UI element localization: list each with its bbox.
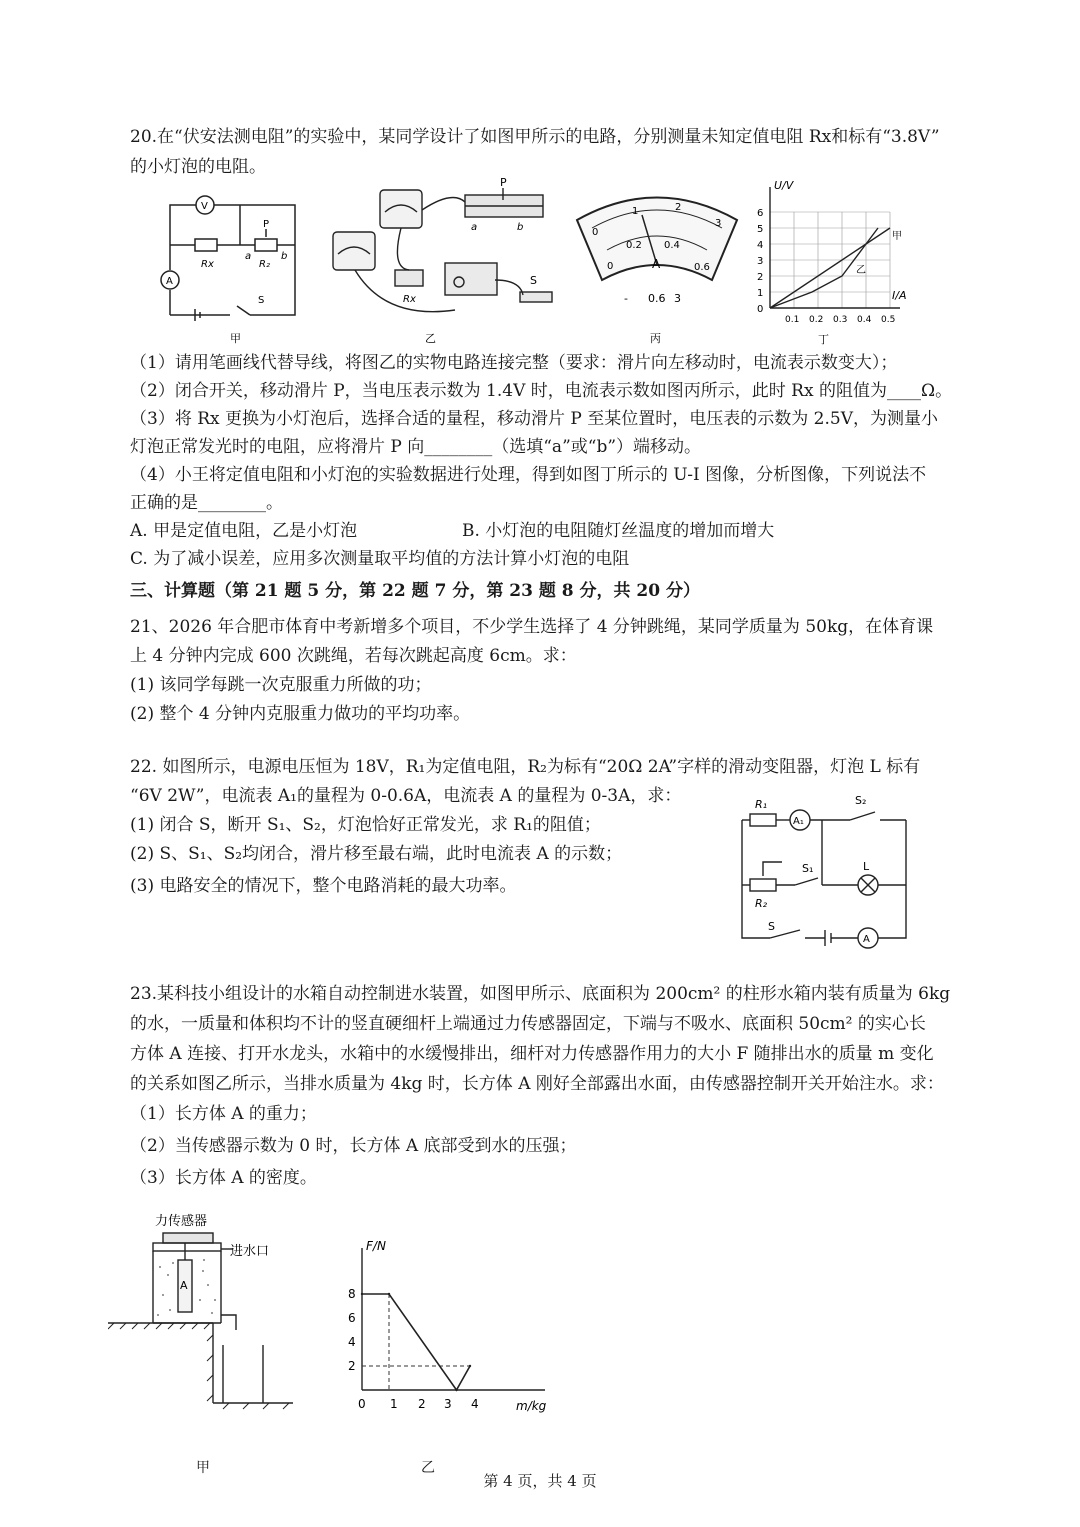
q22-part3: (3) 电路安全的情况下，整个电路消耗的最大功率。 — [130, 876, 517, 896]
bing-top-2: 2 — [675, 202, 682, 213]
jia-ammeter-label: A — [166, 276, 173, 287]
ding-ytick-5: 5 — [757, 224, 764, 235]
q22-part1: (1) 闭合 S，断开 S₁、S₂，灯泡恰好正常发光，求 R₁的阻值； — [130, 815, 601, 835]
bing-unit: A — [652, 257, 661, 271]
bing-terminal-neg: - — [624, 292, 628, 305]
section-3-heading: 三、计算题（第 21 题 5 分，第 22 题 7 分，第 23 题 8 分，共 20 分） — [130, 581, 700, 601]
yi-p-label: P — [500, 176, 507, 189]
bing-bot-0: 0 — [607, 261, 614, 272]
q23-part2: （2）当传感器示数为 0 时，长方体 A 底部受到水的压强； — [130, 1136, 577, 1156]
q22-line1: 22. 如图所示，电源电压恒为 18V，R₁为定值电阻，R₂为标有“20Ω 2A”字样的滑动变阻器，灯泡 L 标有 — [130, 757, 921, 777]
q21-part1: (1) 该同学每跳一次克服重力所做的功； — [130, 675, 432, 695]
bing-terminal-06: 0.6 — [648, 292, 666, 305]
ding-ytick-1: 1 — [757, 288, 764, 299]
q20-stem-line2: 的小灯泡的电阻。 — [130, 157, 266, 177]
q23-jia-caption: 甲 — [196, 1460, 210, 1476]
q23-line1: 23.某科技小组设计的水箱自动控制进水装置，如图甲所示、底面积为 200cm² 的柱形水箱内装有质量为 6kg — [130, 984, 951, 1004]
q23-part1: （1）长方体 A 的重力； — [130, 1104, 317, 1124]
q20-fig-yi-apparatus — [325, 170, 570, 348]
q20-part4-line1: （4）小王将定值电阻和小灯泡的实验数据进行处理，得到如图丁所示的 U-I 图像，分析图像，下列说法不 — [130, 465, 927, 485]
jia-voltmeter-label: V — [201, 201, 208, 212]
fm-point-1 — [388, 1293, 390, 1295]
q22-s-label: S — [768, 920, 775, 933]
q22-part2: (2) S、S₁、S₂均闭合，滑片移至最右端，此时电流表 A 的示数； — [130, 844, 623, 864]
q20-part2: （2）闭合开关，移动滑片 P，当电压表示数为 1.4V 时，电流表示数如图丙所示，此时 Rx 的阻值为____Ω。 — [130, 381, 953, 401]
ding-xtick-01: 0.1 — [785, 315, 800, 325]
bing-bot-06: 0.6 — [694, 262, 710, 273]
ding-ylabel: U/V — [774, 179, 794, 192]
yi-caption: 乙 — [425, 332, 436, 345]
jia-block-label: A — [180, 1279, 188, 1292]
ding-xtick-02: 0.2 — [809, 315, 824, 325]
fm-xtick-3: 3 — [444, 1397, 452, 1411]
bing-caption: 丙 — [650, 332, 661, 345]
jia-inlet-label: 进水口 — [230, 1244, 270, 1259]
yi-rx-label: Rx — [403, 294, 416, 305]
q23-part3: （3）长方体 A 的密度。 — [130, 1168, 317, 1188]
fm-point-0 — [361, 1293, 363, 1295]
bing-top-1: 1 — [632, 206, 639, 217]
ding-xtick-03: 0.3 — [833, 315, 848, 325]
yi-switch-label: S — [530, 274, 537, 287]
fm-xlabel: m/kg — [516, 1399, 547, 1413]
ding-ytick-3: 3 — [757, 256, 764, 267]
bing-terminal-3: 3 — [674, 292, 681, 305]
q21-line1: 21、2026 年合肥市体育中考新增多个项目，不少学生选择了 4 分钟跳绳，某同学质量为 50kg，在体育课 — [130, 617, 934, 637]
ding-ytick-2: 2 — [757, 272, 764, 283]
q20-option-b: B. 小灯泡的电阻随灯丝温度的增加而增大 — [462, 521, 775, 541]
q20-fig-jia-circuit — [155, 185, 315, 345]
q22-circuit-figure — [730, 790, 920, 950]
fm-xtick-1: 1 — [390, 1397, 398, 1411]
jia-b-end: b — [281, 251, 288, 262]
q20-part4-line2: 正确的是________。 — [130, 493, 283, 513]
q22-s1-label: S₁ — [802, 862, 814, 875]
yi-a-end: a — [471, 222, 478, 233]
q20-part1: （1）请用笔画线代替导线，将图乙的实物电路连接完整（要求：滑片向左移动时，电流表示数变大）； — [130, 353, 898, 373]
page-footer: 第 4 页，共 4 页 — [483, 1472, 597, 1490]
q20-part3-line2: 灯泡正常发光时的电阻，应将滑片 P 向________（选填“a”或“b”）端移动。 — [130, 437, 702, 457]
q22-l-label: L — [863, 860, 870, 873]
q21-part2: (2) 整个 4 分钟内克服重力做功的平均功率。 — [130, 704, 471, 724]
q22-line2: “6V 2W”，电流表 A₁的量程为 0-0.6A，电流表 A 的量程为 0-3A，求： — [130, 786, 682, 806]
fm-ytick-2: 2 — [348, 1359, 356, 1373]
fm-xtick-2: 2 — [418, 1397, 426, 1411]
q23-yi-caption: 乙 — [421, 1460, 435, 1476]
ding-caption: 丁 — [818, 333, 829, 346]
jia-p-label: P — [263, 219, 270, 230]
q22-s2-label: S₂ — [855, 794, 867, 807]
fm-ytick-6: 6 — [348, 1311, 356, 1325]
fm-xtick-0: 0 — [358, 1397, 366, 1411]
jia-rx-label: Rx — [201, 259, 214, 270]
jia-sensor-label: 力传感器 — [155, 1214, 208, 1229]
q20-stem-line1: 20.在“伏安法测电阻”的实验中，某同学设计了如图甲所示的电路，分别测量未知定值电阻 Rx和标有“3.8V” — [130, 127, 940, 147]
ding-xtick-05: 0.5 — [881, 315, 896, 325]
bing-bot-02: 0.2 — [626, 240, 642, 251]
q22-r2-label: R₂ — [755, 897, 768, 910]
q22-a-label: A — [863, 934, 870, 945]
fm-point-3 — [469, 1365, 471, 1367]
q20-fig-ding-ui-graph — [752, 175, 917, 348]
yi-b-end: b — [517, 222, 524, 233]
q23-line2: 的水，一质量和体积均不计的竖直硬细杆上端通过力传感器固定，下端与不吸水、底面积 50cm² 的实心长 — [130, 1014, 926, 1034]
fm-point-2 — [455, 1389, 457, 1391]
q22-r1-label: R₁ — [755, 798, 768, 811]
q20-part3-line1: （3）将 Rx 更换为小灯泡后，选择合适的量程，移动滑片 P 至某位置时，电压表的示数为 2.5V，为测量小 — [130, 409, 938, 429]
fm-series-line-0 — [362, 1294, 470, 1390]
fm-ytick-4: 4 — [348, 1335, 356, 1349]
q23-fig-yi-fm-chart — [330, 1240, 560, 1420]
q21-line2: 上 4 分钟内完成 600 次跳绳，若每次跳起高度 6cm。求： — [130, 646, 577, 666]
jia-a-end: a — [245, 251, 252, 262]
bing-top-0: 0 — [592, 227, 599, 238]
ding-line-jia: 甲 — [892, 231, 902, 242]
jia-caption: 甲 — [230, 332, 241, 345]
ding-ytick-6: 6 — [757, 208, 764, 219]
q20-fig-bing-ammeter — [572, 180, 742, 348]
ding-ytick-0: 0 — [757, 304, 764, 315]
q20-option-a: A. 甲是定值电阻，乙是小灯泡 — [130, 521, 358, 541]
fm-ytick-8: 8 — [348, 1287, 356, 1301]
bing-bot-04: 0.4 — [664, 240, 680, 251]
fm-ylabel: F/N — [366, 1240, 386, 1253]
q20-option-c: C. 为了减小误差，应用多次测量取平均值的方法计算小灯泡的电阻 — [130, 549, 630, 569]
fm-xtick-4: 4 — [471, 1397, 479, 1411]
q23-line4: 的关系如图乙所示，当排水质量为 4kg 时，长方体 A 刚好全部露出水面，由传感器控制开关开始注水。求： — [130, 1074, 944, 1094]
jia-switch-label: S — [258, 295, 265, 306]
q23-fig-jia-tank — [108, 1205, 298, 1420]
ding-line-yi: 乙 — [856, 265, 866, 276]
q23-line3: 方体 A 连接、打开水龙头，水箱中的水缓慢排出，细杆对力传感器作用力的大小 F 随排出水的质量 m 变化 — [130, 1044, 934, 1064]
ding-ytick-4: 4 — [757, 240, 764, 251]
q22-a1-label: A₁ — [793, 816, 804, 827]
ding-xlabel: I/A — [892, 289, 907, 302]
jia-r-label: R₂ — [259, 259, 270, 270]
ding-xtick-04: 0.4 — [857, 315, 872, 325]
bing-top-3: 3 — [715, 218, 722, 229]
